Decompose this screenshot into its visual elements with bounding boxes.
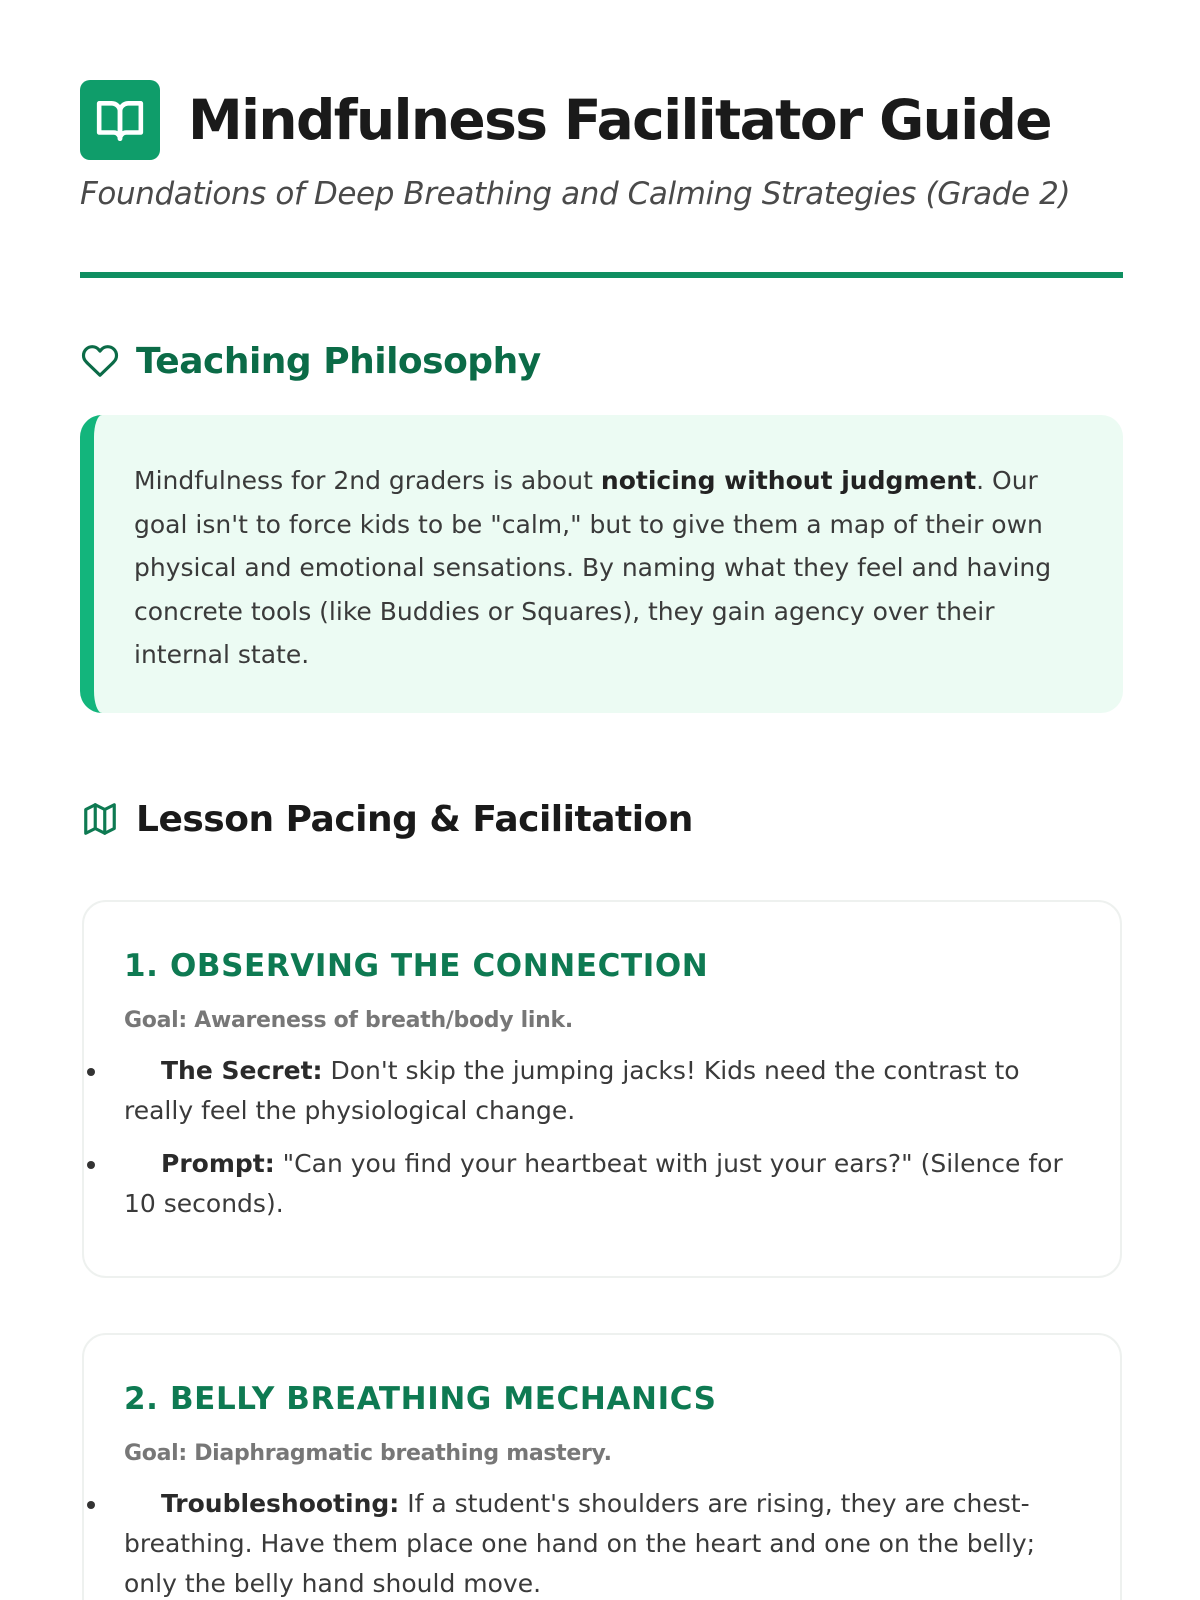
tip-item — [124, 1051, 1080, 1131]
lesson-goal: Goal: Diaphragmatic breathing mastery. — [124, 1441, 612, 1466]
philosophy-callout — [80, 415, 1123, 713]
lesson-goal: Goal: Awareness of breath/body link. — [124, 1008, 573, 1033]
tip-text: Don't skip the jumping jacks! Kids need the contrast to really feel the physiological change. — [124, 1056, 1020, 1125]
tip-label: Troubleshooting: — [161, 1489, 400, 1518]
page-title: Mindfulness Facilitator Guide — [188, 88, 1051, 152]
tip-item — [124, 1484, 1080, 1600]
bullet-dot — [87, 1161, 95, 1169]
lesson-card — [82, 900, 1122, 1278]
title-row — [80, 80, 1120, 160]
tip-text: If a student's shoulders are rising, they are chest-breathing. Have them place one hand on the heart and one on the belly; only the belly hand should move. — [124, 1489, 1036, 1598]
section-title: Lesson Pacing & Facilitation — [136, 798, 693, 840]
lesson-card — [82, 1333, 1122, 1600]
philosophy-text-start: Mindfulness for 2nd graders is about — [134, 466, 601, 495]
tip-label: Prompt: — [161, 1149, 275, 1178]
section-heading-pacing — [80, 794, 693, 844]
heart-icon — [80, 341, 120, 381]
lesson-tips — [124, 1484, 1080, 1600]
bullet-dot — [87, 1501, 95, 1509]
page-subtitle: Foundations of Deep Breathing and Calming Strategies (Grade 2) — [80, 176, 1071, 212]
bullet-dot — [87, 1068, 95, 1076]
map-icon — [80, 799, 120, 839]
section-title: Teaching Philosophy — [136, 340, 541, 382]
lesson-tips — [124, 1051, 1080, 1224]
lesson-title: 1. OBSERVING THE CONNECTION — [124, 948, 709, 984]
document-header — [80, 80, 1120, 212]
section-heading-philosophy — [80, 336, 541, 386]
tip-item — [124, 1144, 1080, 1224]
lesson-title: 2. BELLY BREATHING MECHANICS — [124, 1381, 717, 1417]
philosophy-text — [134, 459, 1083, 677]
tip-text: "Can you find your heartbeat with just your ears?" (Silence for 10 seconds). — [124, 1149, 1063, 1218]
tip-label: The Secret: — [161, 1056, 323, 1085]
open-book-icon — [80, 80, 160, 160]
header-divider — [80, 272, 1123, 278]
philosophy-text-end: . Our goal isn't to force kids to be "calm," but to give them a map of their own physical and emotional sensations. By naming what they feel and having concrete tools (like Buddies or Squares), they gain agency over their internal state. — [134, 466, 1052, 669]
philosophy-text-emphasis: noticing without judgment — [600, 466, 977, 495]
